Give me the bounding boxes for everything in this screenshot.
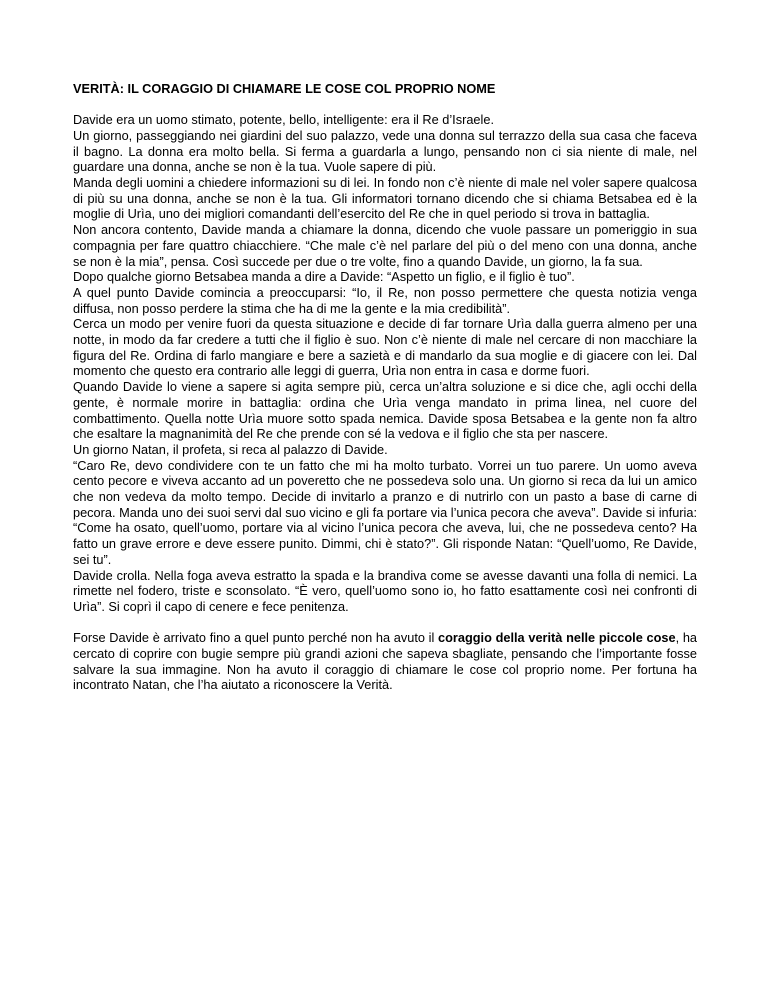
paragraph: Quando Davide lo viene a sapere si agita sempre più, cerca un’altra soluzione e si dice che, agli occhi della gente, è normale morire in battaglia: ordina che Urìa venga mandato in prima linea, nel cuore del combattimento. Quella notte Urìa muore sotto spada nemica. Davide sposa Betsabea e la gente non fa altro che esaltare la magnanimità del Re che prende con sé la vedova e il figlio che sta per nascere. [73, 379, 697, 442]
document-title: VERITÀ: IL CORAGGIO DI CHIAMARE LE COSE COL PROPRIO NOME [73, 81, 496, 96]
paragraph: Non ancora contento, Davide manda a chiamare la donna, dicendo che vuole passare un pomeriggio in sua compagnia per fare quattro chiacchiere. “Che male c’è nel parlare del più o del meno con una donna, anche se non è la mia”, pensa. Così succede per due o tre volte, fino a quando Davide, un giorno, la fa sua. [73, 222, 697, 269]
paragraph: Cerca un modo per venire fuori da questa situazione e decide di far tornare Urìa dalla guerra almeno per una notte, in modo da far credere a tutti che il figlio è suo. Non c’è niente di male nel cercare di non macchiare la figura del Re. Ordina di farlo mangiare e bere a sazietà e di mandarlo da sua moglie e di giacere con lei. Dal momento che questo era contrario alle leggi di guerra, Urìa non entra in casa e dorme fuori. [73, 316, 697, 379]
paragraph: Manda degli uomini a chiedere informazioni su di lei. In fondo non c’è niente di male nel voler sapere qualcosa di più su una donna, anche se non è la tua. Gli informatori tornano dicendo che si chiama Betsabea ed è la moglie di Urìa, uno dei migliori comandanti dell’esercito del Re che in quel periodo si trova in battaglia. [73, 175, 697, 222]
paragraph: Un giorno Natan, il profeta, si reca al palazzo di Davide. [73, 441, 388, 457]
paragraph: Un giorno, passeggiando nei giardini del suo palazzo, vede una donna sul terrazzo della sua casa che faceva il bagno. La donna era molto bella. Si ferma a guardarla a lungo, pensando non ci sia niente di male, nel guardare una donna, anche se non è la tua. Vuole sapere di più. [73, 127, 697, 175]
paragraph: Dopo qualche giorno Betsabea manda a dire a Davide: “Aspetto un figlio, e il figlio è tuo”. [73, 269, 575, 285]
closing-paragraph [73, 630, 697, 693]
paragraph: Davide crolla. Nella foga aveva estratto la spada e la brandiva come se avesse davanti una folla di nemici. La rimette nel fodero, triste e sconsolato. “È vero, quell’uomo sono io, ho fatto esattamente così nei confronti di Urìa”. Si coprì il capo di cenere e fece penitenza. [73, 567, 697, 614]
closing-text-start: Forse Davide è arrivato fino a quel punto perché non ha avuto il [73, 630, 439, 646]
closing-text-end: , ha cercato di coprire con bugie sempre più grandi azioni che sapeva sbagliate, pensando che l’importante fosse salvare la sua immagine. Non ha avuto il coraggio di chiamare le cose col proprio nome. Per fortuna ha incontrato Natan, che l’ha aiutato a riconoscere la Verità. [73, 630, 697, 693]
paragraph: A quel punto Davide comincia a preoccuparsi: “Io, il Re, non posso permettere che questa notizia venga diffusa, non posso perdere la stima che ha di me la gente e la mia credibilità”. [73, 284, 697, 316]
closing-bold-phrase: coraggio della verità nelle piccole cose [438, 630, 676, 646]
document-page [73, 81, 697, 693]
paragraph: “Caro Re, devo condividere con te un fatto che mi ha molto turbato. Vorrei un tuo parere. Un uomo aveva cento pecore e viveva accanto ad un poveretto che ne possedeva solo una. Un giorno si reca da lui un amico che non vedeva da molto tempo. Decide di invitarlo a pranzo e di nutrirlo con un pasto a base di carne di pecora. Manda uno dei suoi servi dal suo vicino e gli fa portare via l’unica pecora che aveva”. Davide si infuria: “Come ha osato, quell’uomo, portare via al vicino l’unica pecora che aveva, lui, che ne possedeva cento? Ha fatto un grave errore e deve essere punito. Dimmi, chi è stato?”. Gli risponde Natan: “Quell’uomo, Re Davide, sei tu”. [73, 457, 697, 567]
paragraph: Davide era un uomo stimato, potente, bello, intelligente: era il Re d’Israele. [73, 112, 494, 128]
